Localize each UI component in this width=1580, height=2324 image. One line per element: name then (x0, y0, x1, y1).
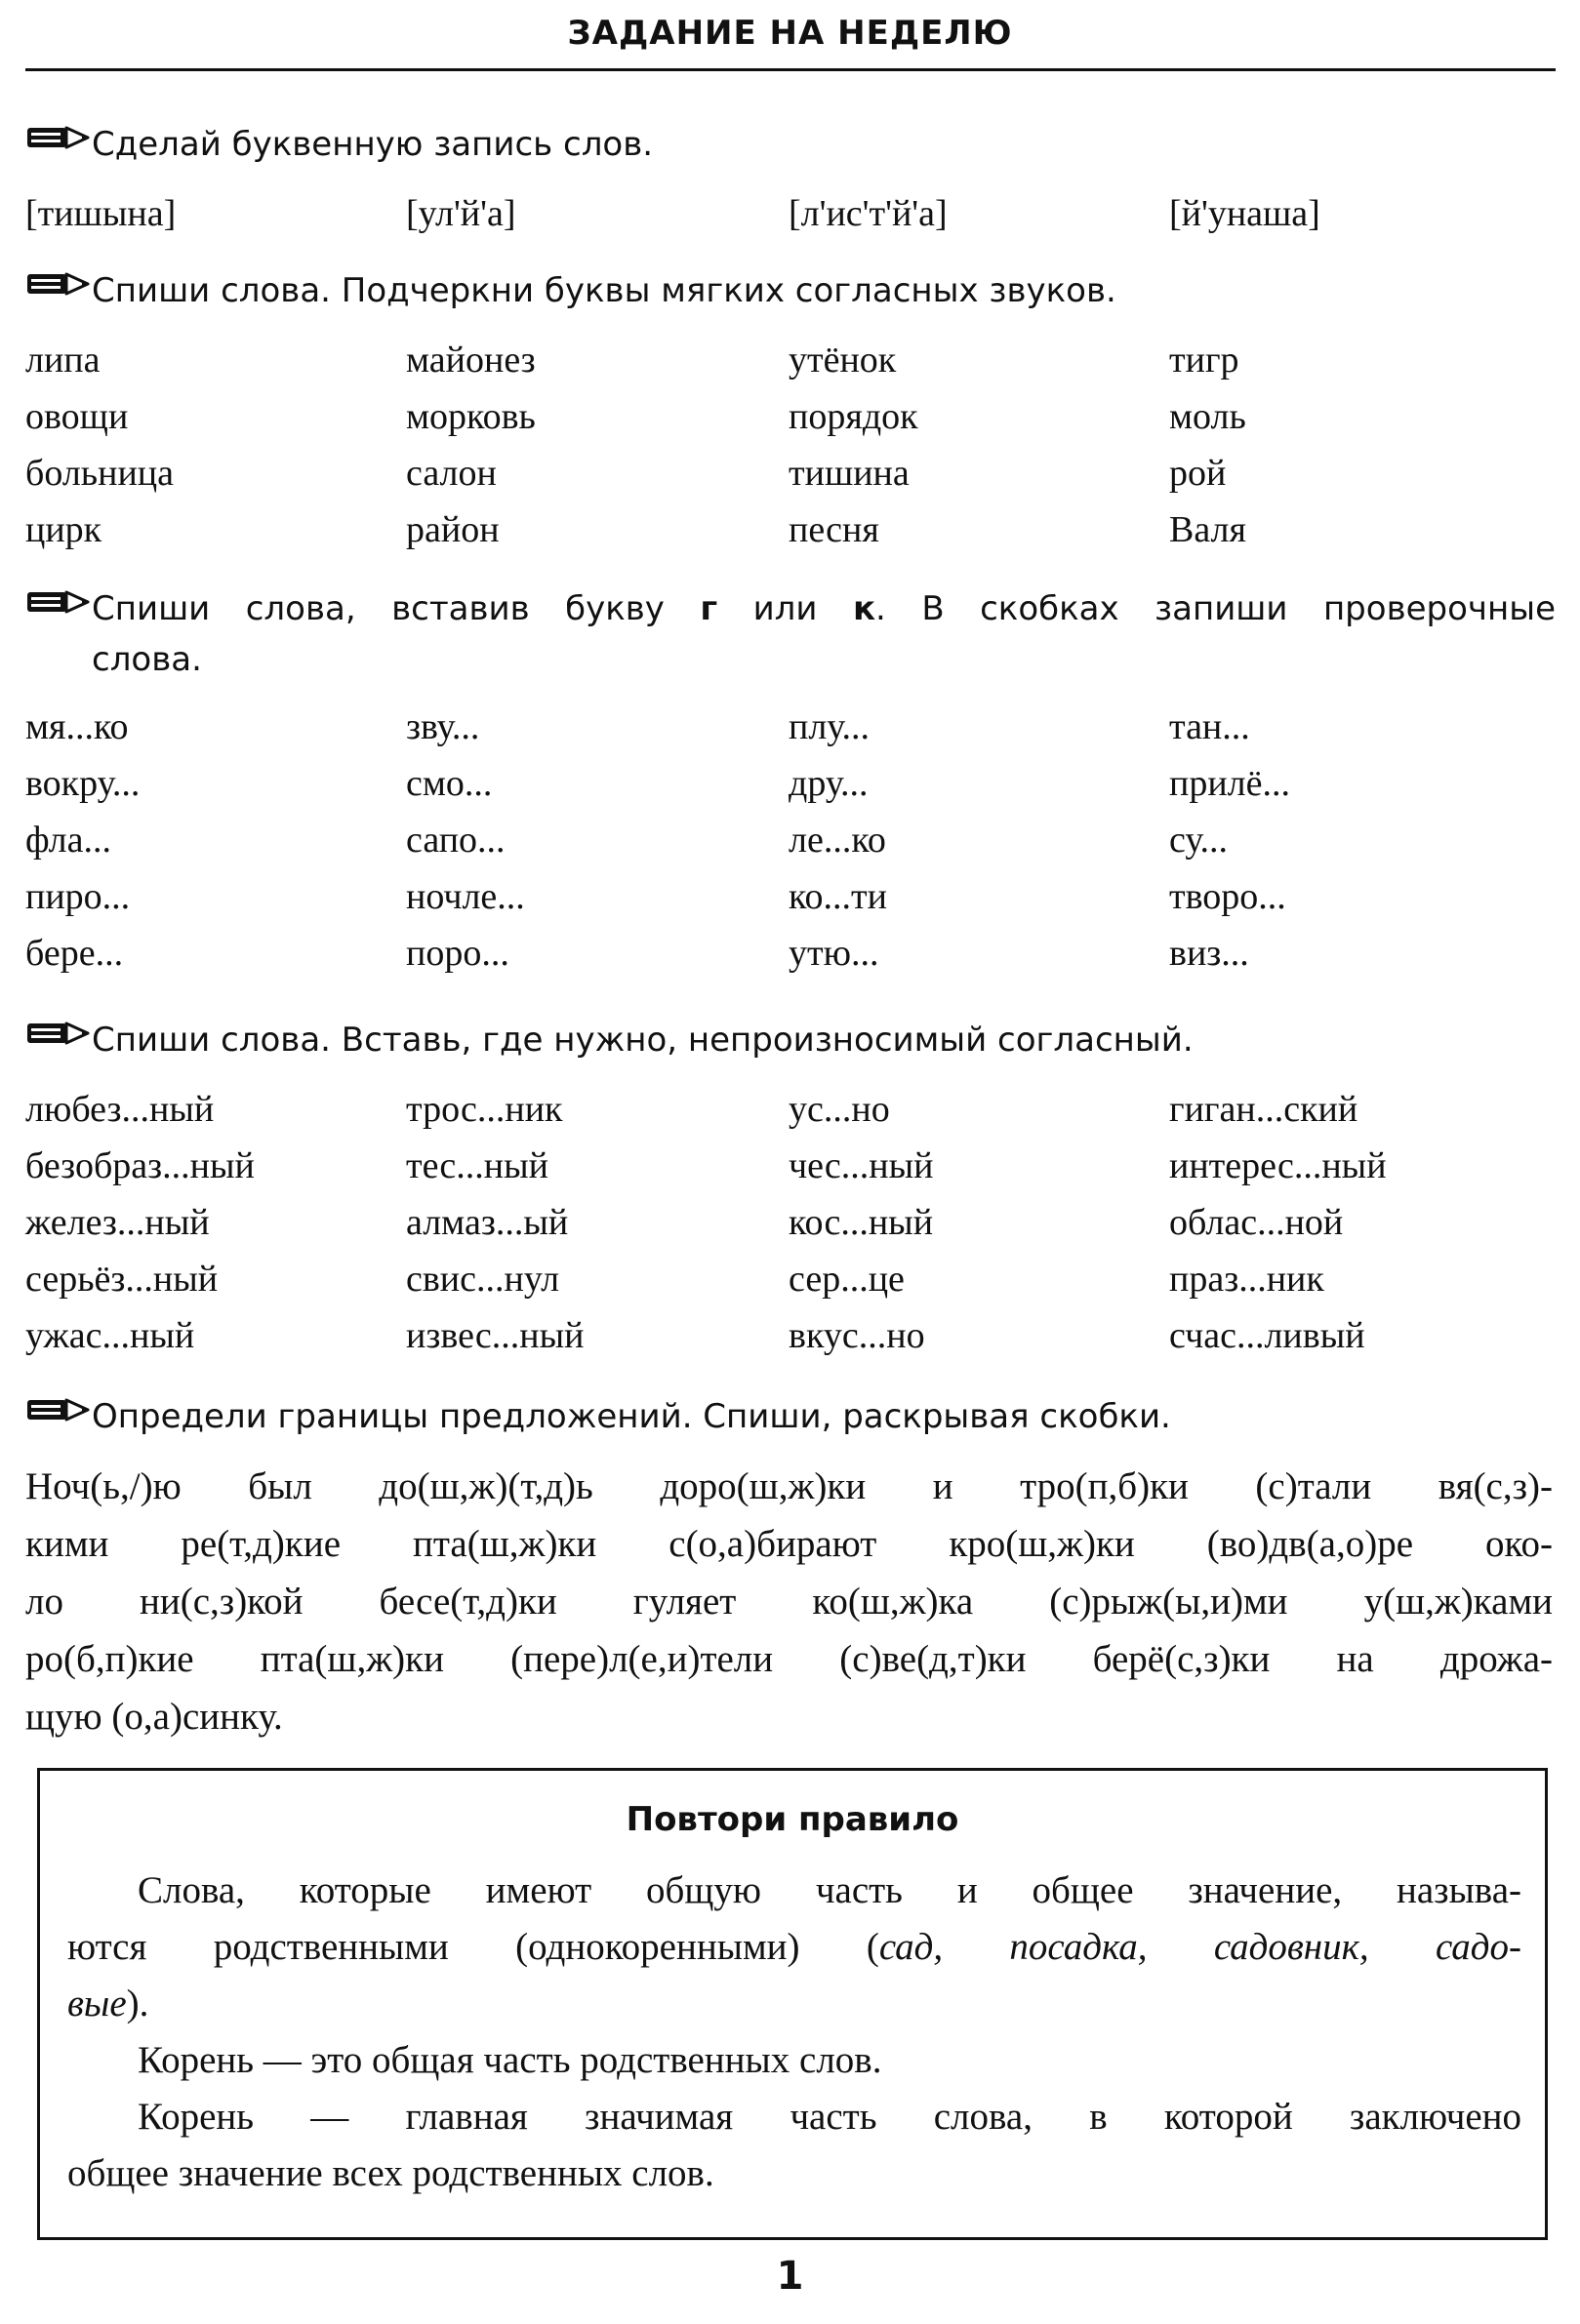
task-3-words (25, 699, 1556, 982)
rule-examples: вые (67, 1983, 127, 2024)
word: тишина (789, 453, 910, 494)
task-3-text (92, 583, 1556, 685)
pencil-icon (25, 1397, 92, 1422)
task-1-text: Сделай буквенную запись слов. (92, 125, 654, 164)
word: песня (789, 509, 879, 550)
instruction-segment: слова. (92, 640, 202, 679)
word-row (25, 388, 1556, 445)
pencil-icon (25, 1021, 92, 1046)
word: салон (406, 453, 497, 494)
rule-body (67, 1863, 1521, 2202)
word: [й'унаша] (1169, 193, 1320, 234)
paragraph-line: щую (о,а)синку. (25, 1696, 283, 1738)
word-row (25, 925, 1556, 982)
word: ко...ти (789, 876, 887, 917)
instruction-segment: или (717, 589, 853, 628)
word: интерес...ный (1169, 1145, 1387, 1186)
paragraph-line: кими ре(т,д)кие пта(ш,ж)ки с(о,а)бирают кро(ш,ж)ки (во)дв(а,о)ре око- (25, 1523, 1553, 1565)
task-2-text: Спиши слова. Подчеркни буквы мягких согласных звуков. (92, 271, 1116, 310)
task-2-words (25, 332, 1556, 558)
instruction-letter: к (852, 589, 876, 628)
word: праз...ник (1169, 1259, 1324, 1300)
word: ус...но (789, 1089, 890, 1130)
word-row (25, 1138, 1556, 1194)
word: алмаз...ый (406, 1202, 569, 1243)
rule-examples: сад, посадка, садовник, садо- (878, 1926, 1521, 1968)
word: липа (25, 340, 101, 381)
word: су... (1169, 820, 1229, 861)
word: прилё... (1169, 763, 1291, 804)
word: район (406, 509, 500, 550)
word: [ул'й'а] (406, 193, 516, 234)
word-row (25, 185, 1556, 242)
word: порядок (789, 396, 918, 437)
word: больница (25, 453, 174, 494)
header-divider (25, 68, 1556, 71)
paragraph-line: ро(б,п)кие пта(ш,ж)ки (пере)л(е,и)тели (с)ве(д,т)ки берё(с,з)ки на дрожа- (25, 1638, 1553, 1680)
word: бере... (25, 933, 124, 974)
task-4-text: Спиши слова. Вставь, где нужно, непроизносимый согласный. (92, 1021, 1194, 1060)
word: моль (1169, 396, 1246, 437)
word: вокру... (25, 763, 141, 804)
word: рой (1169, 453, 1227, 494)
word: чес...ный (789, 1145, 934, 1186)
word-row (25, 868, 1556, 925)
task-5-text: Определи границы предложений. Спиши, раскрывая скобки. (92, 1397, 1171, 1436)
word: цирк (25, 509, 102, 550)
word: Валя (1169, 509, 1246, 550)
word-row (25, 1251, 1556, 1307)
word: морковь (406, 396, 536, 437)
word: фла... (25, 820, 112, 861)
instruction-segment: Спиши слова, вставив букву (92, 589, 701, 628)
pencil-icon (25, 271, 92, 297)
rule-text: ются родственными (однокоренными) ( (67, 1926, 879, 1968)
instruction-letter: г (700, 589, 718, 628)
word: счас...ливый (1169, 1315, 1365, 1356)
word: поро... (406, 933, 509, 974)
word: [л'ис'т'й'а] (789, 193, 948, 234)
task-4-words (25, 1081, 1556, 1364)
word: извес...ный (406, 1315, 585, 1356)
rule-box (37, 1768, 1548, 2240)
word-row (25, 699, 1556, 755)
instruction-segment: . В скобках запиши проверочные (875, 589, 1556, 628)
word: зву... (406, 706, 480, 747)
rule-line (67, 1976, 1521, 2032)
page-number: 1 (776, 2254, 804, 2299)
word: мя...ко (25, 706, 129, 747)
word: свис...нул (406, 1259, 560, 1300)
word-row (25, 812, 1556, 868)
word: кос...ный (789, 1202, 934, 1243)
word: пиро... (25, 876, 131, 917)
word-row (25, 1307, 1556, 1364)
word-row (25, 1081, 1556, 1138)
task-1-words (25, 185, 1556, 242)
word: ле...ко (789, 820, 886, 861)
word-row (25, 1194, 1556, 1251)
word: сапо... (406, 820, 506, 861)
task-5-paragraph (25, 1458, 1553, 1745)
rule-line: Слова, которые имеют общую часть и общее значение, называ- (138, 1869, 1521, 1911)
word: тес...ный (406, 1145, 548, 1186)
task-2-instruction (25, 265, 1556, 316)
task-5-instruction (25, 1391, 1556, 1442)
rule-line (67, 1919, 1521, 1976)
word-row (25, 501, 1556, 558)
word: желез...ный (25, 1202, 210, 1243)
word: вкус...но (789, 1315, 925, 1356)
task-3-instruction (25, 583, 1556, 685)
word: утёнок (789, 340, 897, 381)
word: [тишына] (25, 193, 177, 234)
rule-line: Корень — это общая часть родственных слов. (138, 2039, 882, 2081)
rule-title: Повтори правило (626, 1800, 959, 1839)
word: смо... (406, 763, 493, 804)
word: трос...ник (406, 1089, 563, 1130)
word: утю... (789, 933, 879, 974)
word: безобраз...ный (25, 1145, 255, 1186)
word: ужас...ный (25, 1315, 195, 1356)
pencil-icon (25, 589, 92, 615)
word: тан... (1169, 706, 1250, 747)
word: майонез (406, 340, 536, 381)
word: серьёз...ный (25, 1259, 219, 1300)
word: любез...ный (25, 1089, 215, 1130)
word-row (25, 755, 1556, 812)
rule-text: ). (126, 1983, 149, 2024)
pencil-icon (25, 125, 92, 150)
word: облас...ной (1169, 1202, 1344, 1243)
word: плу... (789, 706, 870, 747)
paragraph-line: ло ни(с,з)кой бесе(т,д)ки гуляет ко(ш,ж)ка (с)рыж(ы,и)ми у(ш,ж)ками (25, 1581, 1553, 1623)
word: виз... (1169, 933, 1249, 974)
rule-line: Корень — главная значимая часть слова, в которой заключено (138, 2096, 1521, 2138)
word-row (25, 332, 1556, 388)
word: гиган...ский (1169, 1089, 1358, 1130)
word: тигр (1169, 340, 1239, 381)
rule-line: общее значение всех родственных слов. (67, 2152, 714, 2194)
word-row (25, 445, 1556, 501)
word: ночле... (406, 876, 525, 917)
task-4-instruction (25, 1015, 1556, 1065)
page-title: ЗАДАНИЕ НА НЕДЕЛЮ (567, 14, 1013, 53)
word: сер...це (789, 1259, 905, 1300)
word: дру... (789, 763, 869, 804)
word: овощи (25, 396, 129, 437)
paragraph-line: Ноч(ь,/)ю был до(ш,ж)(т,д)ь доро(ш,ж)ки и тро(п,б)ки (с)тали вя(с,з)- (25, 1465, 1553, 1507)
word: творо... (1169, 876, 1286, 917)
task-1-instruction (25, 119, 1556, 170)
